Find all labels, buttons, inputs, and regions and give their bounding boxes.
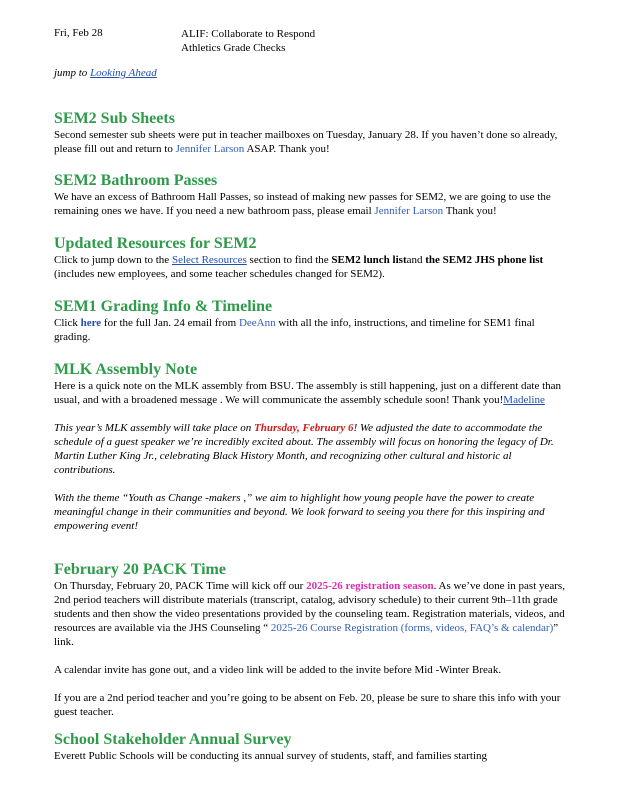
select-resources-link[interactable]: Select Resources bbox=[171, 254, 247, 266]
section-body: Second semester sub sheets were put in teacher mailboxes on Tuesday, January 28. If you haven’t done so already, please fill out and return to Jennifer Larson ASAP. Thank you! bbox=[54, 129, 558, 155]
section-sem2-sub-sheets bbox=[54, 110, 568, 156]
section-stakeholder-survey bbox=[54, 731, 568, 763]
registration-season: 2025-26 registration season bbox=[306, 580, 434, 592]
here-link[interactable]: here bbox=[80, 317, 102, 329]
mlk-quote-1: This year’s MLK assembly will take place on Thursday, February 6! We adjusted the date to accommodate the schedule of a guest speaker we’re incredibly excited about. The assembly will focus on honoring the legacy of Dr. Martin Luther King Jr., celebrating Black History Month, and recognizing other cultural and historic al contributions. bbox=[54, 422, 554, 476]
section-updated-resources bbox=[54, 235, 568, 281]
jennifer-larson-email-link[interactable]: Jennifer Larson bbox=[374, 205, 444, 217]
pack-absence-note: If you are a 2nd period teacher and you’re going to be absent on Feb. 20, please be sure to share this info with your guest teacher. bbox=[54, 692, 561, 718]
jump-prefix: jump to bbox=[54, 67, 91, 79]
section-title: MLK Assembly Note bbox=[54, 361, 198, 378]
section-title: February 20 PACK Time bbox=[54, 561, 226, 578]
header-topic-1: ALIF: Collaborate to Respond bbox=[181, 28, 316, 40]
section-mlk-assembly bbox=[54, 361, 568, 533]
jennifer-larson-link[interactable]: Jennifer Larson bbox=[175, 143, 245, 155]
header-date: Fri, Feb 28 bbox=[54, 27, 103, 39]
section-title: Updated Resources for SEM2 bbox=[54, 235, 257, 252]
mlk-quote-2: With the theme “Youth as Change -makers ,” we aim to highlight how young people have the power to create meaningful change in their communities and beyond. We look forward to seeing you there for this inspiring and empowering event! bbox=[54, 492, 545, 532]
section-body: Here is a quick note on the MLK assembly from BSU. The assembly is still happening, just on a different date than usual, and with a broadened message . We will communicate the assembly schedule soon! Thank you!Madeline bbox=[54, 380, 562, 406]
assembly-date: Thursday, February 6 bbox=[254, 422, 354, 434]
section-body: Click to jump down to the Select Resources section to find the SEM2 lunch listand the SEM2 JHS phone list (includes new employees, and some teacher schedules changed for SEM2). bbox=[54, 254, 544, 280]
section-title: SEM2 Bathroom Passes bbox=[54, 172, 218, 189]
deeann-link[interactable]: DeeAnn bbox=[238, 317, 276, 329]
pack-calendar-note: A calendar invite has gone out, and a video link will be added to the invite before Mid -Winter Break. bbox=[54, 664, 502, 676]
section-title: School Stakeholder Annual Survey bbox=[54, 731, 292, 748]
header-topic-2: Athletics Grade Checks bbox=[181, 42, 286, 54]
section-body: Everett Public Schools will be conducting its annual survey of students, staff, and families starting bbox=[54, 750, 487, 762]
section-body: On Thursday, February 20, PACK Time will kick off our 2025-26 registration season. As we’ve done in past years, 2nd period teachers will distribute materials (transcript, catalog, advisory schedule) to their current 9th–11th grade students and then show the video presentations provided by the counseling team. Registration materials, videos, and resources are available via the JHS Counseling “ 2025-26 Course Registration (forms, videos, FAQ’s & calendar)” link. bbox=[54, 580, 565, 648]
section-pack-time bbox=[54, 561, 568, 719]
course-registration-link[interactable]: 2025-26 Course Registration (forms, videos, FAQ’s & calendar) bbox=[270, 622, 554, 634]
section-sem1-grading bbox=[54, 298, 568, 344]
madeline-link[interactable]: Madeline bbox=[503, 394, 545, 406]
section-body: We have an excess of Bathroom Hall Passes, so instead of making new passes for SEM2, we are going to use the remaining ones we have. If you need a new bathroom pass, please email Jennifer Larson Thank you! bbox=[54, 191, 551, 217]
section-sem2-bathroom-passes bbox=[54, 172, 568, 218]
section-title: SEM2 Sub Sheets bbox=[54, 110, 175, 127]
section-body: Click here for the full Jan. 24 email from DeeAnn with all the info, instructions, and timeline for SEM1 final grading. bbox=[54, 317, 535, 343]
section-title: SEM1 Grading Info & Timeline bbox=[54, 298, 273, 315]
header-topics bbox=[181, 27, 315, 55]
looking-ahead-link[interactable]: Looking Ahead bbox=[90, 67, 157, 79]
jump-line bbox=[54, 67, 157, 79]
